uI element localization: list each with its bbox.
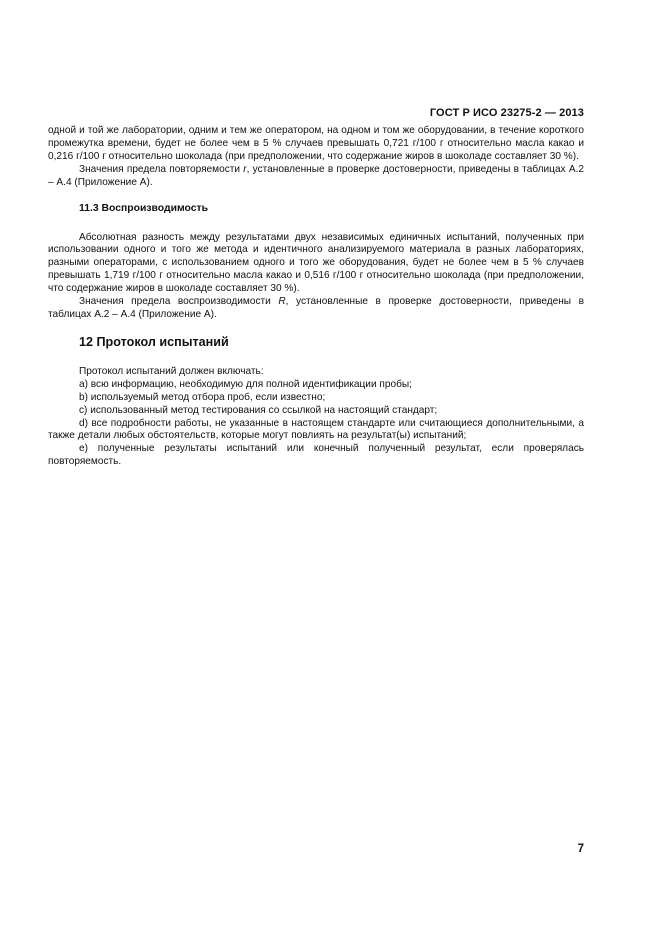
list-item-b: b) используемый метод отбора проб, если известно; [79, 391, 326, 403]
text-segment: , установленные в проверке достоверности, приведены в таблицах А.2 – А.4 (Приложение А). [48, 163, 584, 188]
page-number: 7 [577, 843, 584, 855]
list-item-c: c) использованный метод тестирования со ссылкой на настоящий стандарт; [79, 404, 438, 416]
paragraph-repeatability-continued: одной и той же лаборатории, одним и тем же оператором, на одном и том же оборудовании, в течение короткого промежутка времени, будет не более чем в 5 % случаев превышать 0,721 г/100 г относительно масла какао и 0,216 г/100 г относительно шоколада (при предположении, что содержание жиров в шоколаде составляет 30 %). [48, 125, 584, 162]
symbol-R: R [278, 296, 286, 308]
list-item-d: d) все подробности работы, не указанные в настоящем стандарте или считающиеся дополнительными, а также детали любых обстоятельств, которые могут повлиять на результат(ы) испытаний; [48, 417, 584, 442]
paragraph-reproducibility-values [48, 296, 584, 322]
text-segment: , установленные в проверке достоверности, приведены в таблицах А.2 – А.4 (Приложение А). [48, 296, 584, 320]
section-heading-11-3: 11.3 Воспроизводимость [79, 202, 209, 214]
document-body [48, 125, 584, 469]
paragraph-reproducibility: Абсолютная разность между результатами двух независимых единичных испытаний, полученных при использовании одного и того же метода и идентичного анализируемого материала в разных лабораториях, разными операторами, с использованием одного и того же оборудования, будет не более чем в 5 % случаев превышать 1,719 г/100 г относительно масла какао и 0,516 г/100 г относительно шоколада (при предположении, что содержание жиров в шоколаде составляет 30 %). [48, 231, 584, 295]
text-segment: Значения предела воспроизводимости [79, 296, 279, 308]
section-heading-12: 12 Протокол испытаний [79, 334, 229, 349]
document-header: ГОСТ Р ИСО 23275-2 — 2013 [429, 107, 584, 119]
paragraph-protocol-intro: Протокол испытаний должен включать: [79, 365, 264, 377]
list-item-e: e) полученные результаты испытаний или конечный полученный результат, если проверялась повторяемость. [48, 443, 584, 468]
text-segment: Значения предела повторяемости [79, 163, 244, 175]
list-item-a: a) всю информацию, необходимую для полной идентификации пробы; [79, 378, 412, 390]
paragraph-repeatability-values [48, 164, 584, 190]
symbol-r: r [243, 163, 247, 175]
